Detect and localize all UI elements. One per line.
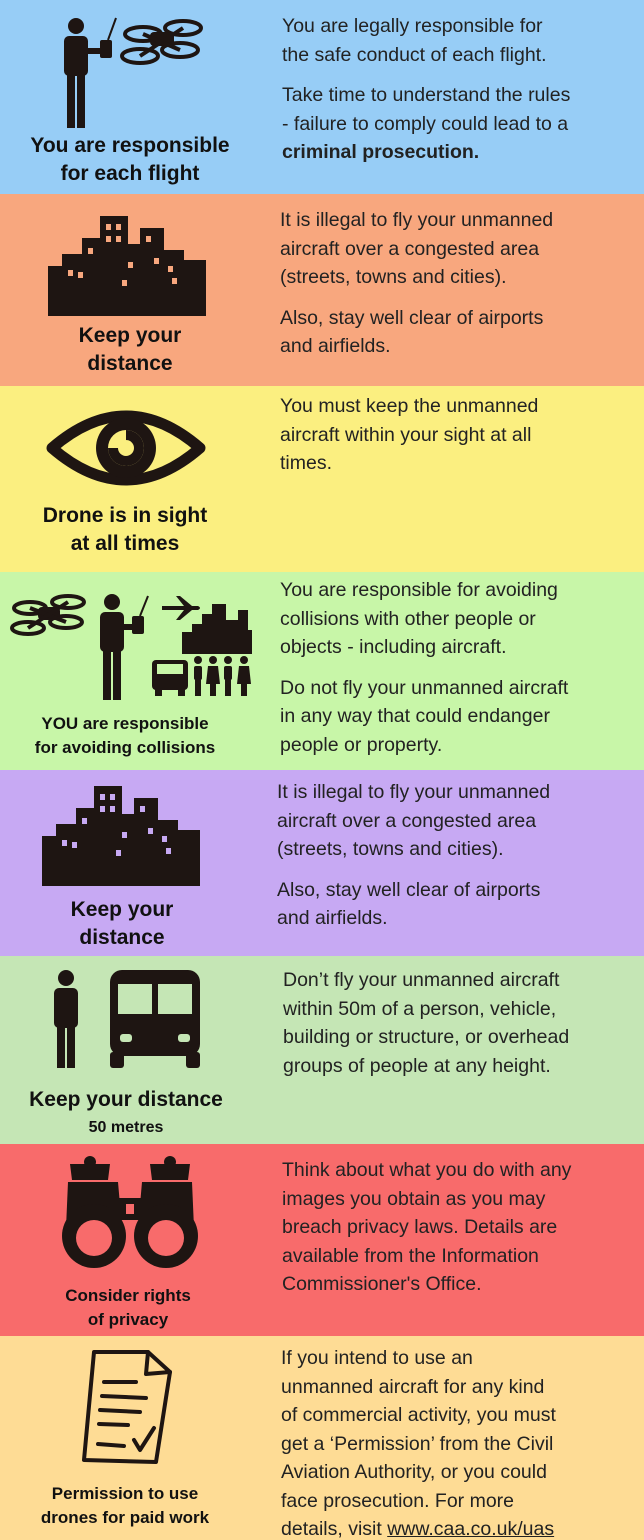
section-50-metres <box>0 956 644 1144</box>
section-text <box>277 778 550 945</box>
paragraph: If you intend to use an unmanned aircraft for any kind of commercial activity, you must get a ‘Permission’ from the Civil Aviation Authority, or you could face prosecution. For more details, visit www.caa.co.uk/uas <box>281 1344 556 1540</box>
document-checkmark-icon <box>80 1348 176 1466</box>
section-responsible-flight <box>0 0 644 194</box>
eye-icon <box>46 402 206 494</box>
section-text <box>281 1344 556 1540</box>
paragraph: It is illegal to fly your unmanned aircraft over a congested area (streets, towns and cities). <box>277 781 551 860</box>
collision-scene-icon <box>12 590 258 702</box>
paragraph: Take time to understand the rules - failure to comply could lead to a criminal prosecution. <box>282 81 570 167</box>
section-caption: Keep your distance 50 metres <box>29 1088 223 1136</box>
person-and-bus-icon <box>52 970 202 1070</box>
paragraph: It is illegal to fly your unmanned aircraft over a congested area (streets, towns and cities). <box>280 209 554 288</box>
section-keep-distance-2 <box>0 770 644 956</box>
section-text <box>282 12 570 179</box>
paragraph: Also, stay well clear of airports and airfields. <box>277 878 541 929</box>
section-line-of-sight <box>0 386 644 572</box>
city-skyline-icon <box>42 780 200 886</box>
section-caption: Permission to use drones for paid work <box>40 1484 210 1527</box>
section-keep-distance <box>0 194 644 386</box>
emphasis-text: criminal prosecution. <box>282 141 480 163</box>
section-caption: YOU are responsible for avoiding collisions <box>34 714 216 757</box>
paragraph: You are responsible for avoiding collisions with other people or objects - including aircraft. <box>280 579 558 658</box>
binoculars-icon <box>60 1158 200 1272</box>
section-text <box>282 1156 571 1311</box>
caa-link[interactable]: www.caa.co.uk/uas <box>387 1518 555 1540</box>
section-text <box>280 392 538 490</box>
paragraph: Also, stay well clear of airports and airfields. <box>280 306 544 357</box>
final-line: details, visit www.caa.co.uk/uas <box>281 1518 555 1540</box>
person-with-drone-icon <box>58 14 208 132</box>
section-caption: Drone is in sight at all times <box>42 504 208 555</box>
section-text <box>283 966 569 1092</box>
paragraph: Think about what you do with any images you obtain as you may breach privacy laws. Details are available from the Information Commissioner's Office. <box>282 1159 572 1295</box>
section-caption: Keep your distance <box>78 324 182 375</box>
section-text <box>280 576 568 770</box>
paragraph: Do not fly your unmanned aircraft in any way that could endanger people or property. <box>280 676 569 756</box>
section-caption: Keep your distance <box>70 898 174 949</box>
paragraph: You are legally responsible for the safe conduct of each flight. <box>282 15 547 66</box>
section-privacy <box>0 1144 644 1336</box>
paragraph: You must keep the unmanned aircraft within your sight at all times. <box>280 395 539 474</box>
section-permission <box>0 1336 644 1540</box>
section-text <box>280 206 553 373</box>
section-avoid-collisions <box>0 572 644 770</box>
section-caption: Consider rights of privacy <box>65 1286 191 1329</box>
section-caption: You are responsible for each flight <box>30 134 230 185</box>
paragraph: Don’t fly your unmanned aircraft within 50m of a person, vehicle, building or structure, or overhead groups of people at any height. <box>283 969 570 1077</box>
city-skyline-icon <box>48 210 206 316</box>
